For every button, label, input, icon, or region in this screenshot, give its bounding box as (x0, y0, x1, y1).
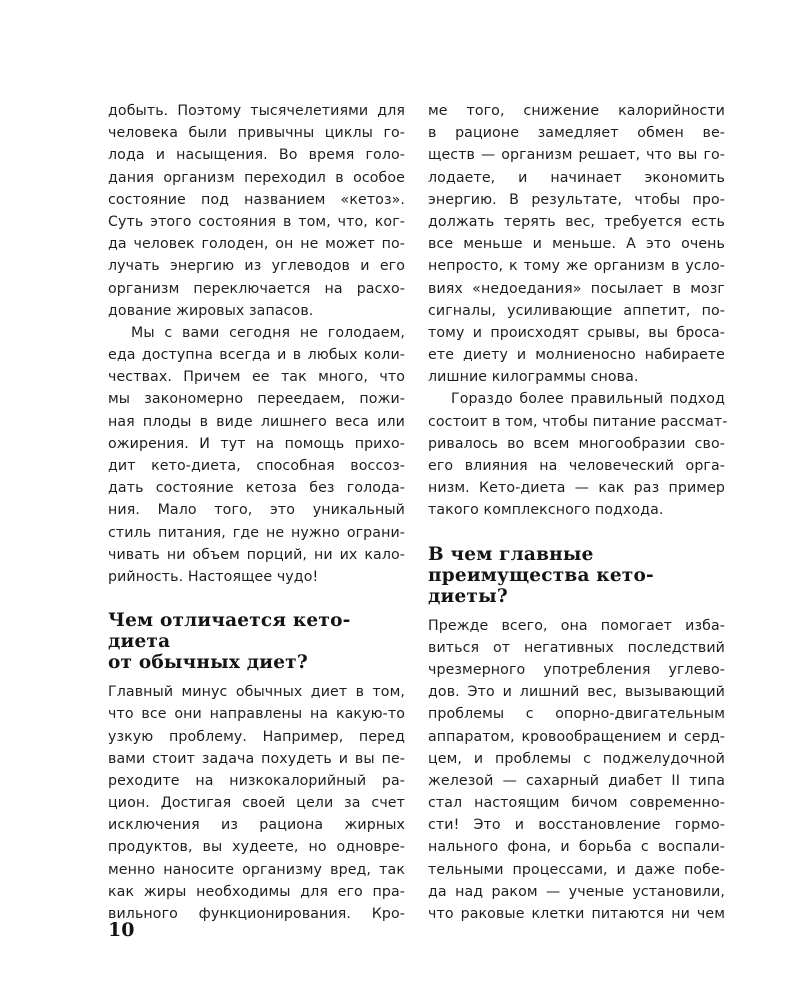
text-line: чивать ни объем порций, ни их кало- (108, 546, 405, 563)
text-line: продуктов, вы худеете, но одновре- (108, 839, 405, 856)
text-line: дания организм переходил в особое (108, 169, 405, 186)
text-line: что все они направлены на какую-то (108, 706, 405, 723)
text-line: лодаете, и начинает экономить (428, 169, 725, 186)
text-line: вильного функционирования. Кро- (108, 906, 405, 922)
text-line: тому и происходят срывы, вы броса- (428, 324, 725, 341)
text-line: дать состояние кетоза без голода- (108, 480, 405, 497)
heading-line: преимущества кето-диеты? (428, 564, 654, 607)
text-line: цион. Достигая своей цели за счет (108, 795, 405, 812)
text-line: организм переключается на расхо- (108, 280, 405, 297)
text-line: да над раком — ученые установили, (428, 883, 725, 900)
text-line: что раковые клетки питаются ни чем (428, 906, 725, 922)
paragraph-keto-diet-intro (108, 322, 405, 588)
text-line: Гораздо более правильный подход (451, 391, 725, 408)
text-line: аппаратом, кровообращением и серд- (428, 728, 725, 745)
text-line: исключения из рациона жирных (108, 817, 405, 834)
right-column (428, 100, 728, 925)
text-line: виях «недоедания» посылает в мозг (428, 280, 725, 297)
text-line: ме того, снижение калорийности (428, 103, 725, 119)
text-line: добыть. Поэтому тысячелетиями для (108, 103, 405, 119)
paragraph-complex-approach (428, 388, 728, 521)
text-line: да человек голоден, он не может по- (108, 236, 405, 253)
text-line: Суть этого состояния в том, что, ког- (108, 213, 405, 230)
text-line: проблемы с опорно-двигательным (428, 706, 725, 723)
text-line: стиль питания, где не нужно ограни- (108, 524, 405, 541)
text-line: нального фона, и борьба с воспали- (428, 839, 725, 856)
text-line: все меньше и меньше. А это очень (428, 236, 725, 253)
paragraph-benefits (428, 615, 725, 926)
paragraph-metabolism (428, 100, 725, 388)
text-line: вами стоит задача похудеть и вы пе- (108, 750, 405, 767)
text-line: чрезмерного употребления углево- (428, 661, 725, 678)
text-line: лода и насыщения. Во время голо- (108, 147, 405, 164)
text-line: энергию. В результате, чтобы про- (428, 191, 725, 208)
text-line: Главный минус обычных диет в том, (108, 684, 405, 701)
section-heading-advantages (428, 544, 725, 607)
text-line: дит кето-диета, способная воссоз- (108, 458, 405, 474)
heading-line: от обычных диет? (108, 652, 308, 674)
text-line: цем, и проблемы с поджелудочной (428, 750, 725, 767)
text-line: как жиры необходимы для его пра- (108, 883, 405, 900)
heading-line: В чем главные (428, 543, 594, 565)
section-heading-difference (108, 610, 405, 673)
text-line: состояние под названием «кетоз». (108, 191, 405, 208)
text-line: Мы с вами сегодня не голодаем, (131, 324, 405, 341)
text-line: должать терять вес, требуется есть (428, 213, 725, 230)
text-line: его влияния на человеческий орга- (428, 458, 725, 474)
text-line: железой — сахарный диабет II типа (428, 772, 725, 789)
text-line: реходите на низкокалорийный ра- (108, 772, 405, 789)
text-line: дов. Это и лишний вес, вызывающий (428, 684, 725, 701)
text-line: ривалось во всем многообразии сво- (428, 435, 725, 452)
text-line: ществ — организм решает, что вы го- (428, 147, 725, 164)
text-line: низм. Кето-диета — как раз пример (428, 480, 725, 497)
left-column (108, 100, 405, 925)
text-line: ная плоды в виде лишнего веса или (108, 413, 405, 430)
text-line: лучать энергию из углеводов и его (108, 258, 405, 275)
text-line: Прежде всего, она помогает изба- (428, 617, 725, 634)
text-line: мы закономерно переедаем, пожи- (108, 391, 405, 408)
text-line: ете диету и молниеносно набираете (428, 347, 725, 364)
page-number: 10 (108, 919, 135, 941)
text-line: сигналы, усиливающие аппетит, по- (428, 302, 725, 319)
text-line: чествах. Причем ее так много, что (108, 369, 405, 386)
text-line: ния. Мало того, это уникальный (108, 502, 405, 519)
text-line: еда доступна всегда и в любых коли- (108, 347, 405, 364)
text-line: сти! Это и восстановление гормо- (428, 817, 725, 834)
text-line: непросто, к тому же организм в усло- (428, 258, 725, 275)
paragraph-ketosis-history (108, 100, 405, 322)
text-line: рийность. Настоящее чудо! (108, 568, 319, 585)
text-line: человека были привычны циклы го- (108, 125, 405, 142)
text-line: такого комплексного подхода. (428, 502, 664, 519)
text-line: стал настоящим бичом современно- (428, 795, 725, 812)
text-line: менно наносите организму вред, так (108, 861, 405, 878)
text-line: дование жировых запасов. (108, 302, 314, 319)
text-line: лишние килограммы снова. (428, 369, 639, 386)
text-line: состоит в том, чтобы питание рассмат- (428, 413, 728, 430)
text-line: узкую проблему. Например, перед (108, 728, 405, 745)
text-line: в рационе замедляет обмен ве- (428, 125, 725, 142)
paragraph-ordinary-diets (108, 681, 405, 925)
heading-line: Чем отличается кето-диета (108, 610, 351, 653)
text-line: тельными процессами, и даже побе- (428, 861, 725, 878)
text-line: ожирения. И тут на помощь прихо- (108, 435, 405, 452)
text-line: виться от негативных последствий (428, 639, 725, 656)
